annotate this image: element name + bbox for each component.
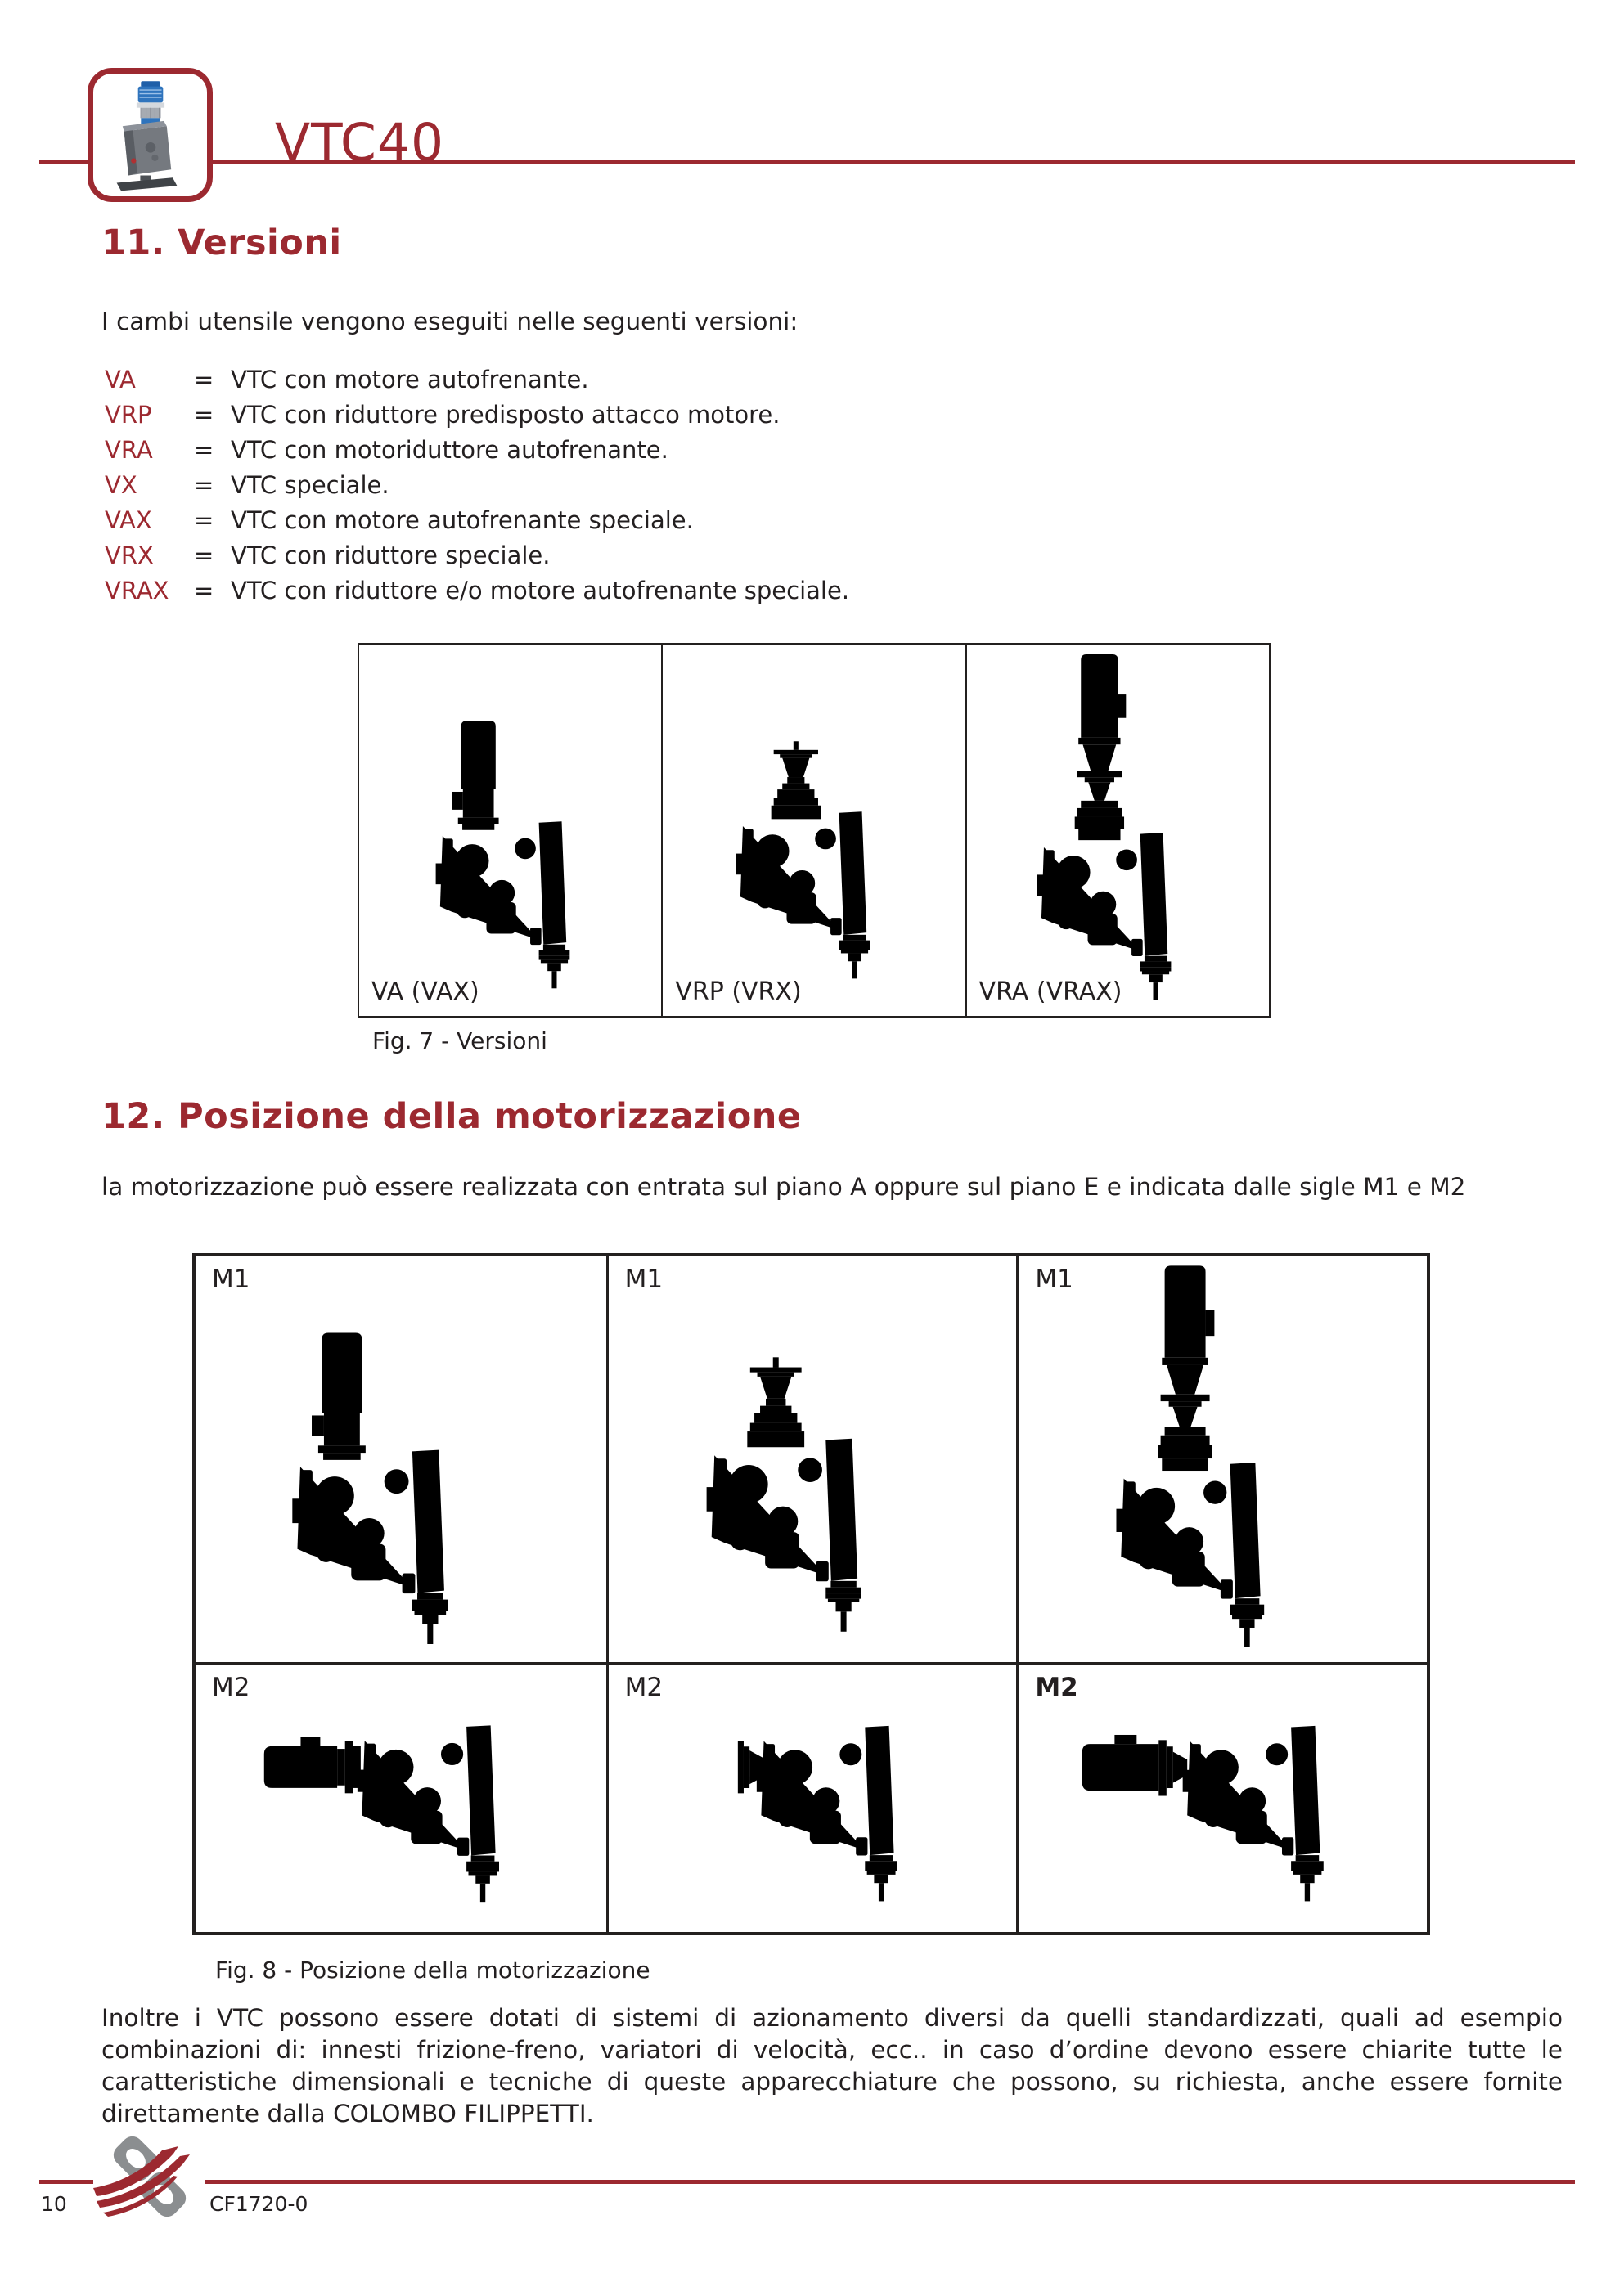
figure-7-versions <box>358 643 1271 1018</box>
version-desc: VTC con riduttore speciale. <box>231 541 551 569</box>
gearbox-drawing-va <box>359 645 661 1016</box>
colombo-filippetti-logo <box>92 2133 206 2223</box>
fig8-cell-m2-motor <box>196 1662 606 1932</box>
version-desc: VTC con motore autofrenante. <box>231 366 589 393</box>
fig8-cell-label: M2 <box>1035 1673 1078 1702</box>
fig8-cell-label: M2 <box>624 1673 664 1702</box>
version-desc: VTC con riduttore e/o motore autofrenante speciale. <box>231 577 850 604</box>
version-row <box>101 506 1247 541</box>
fig8-cell-label: M1 <box>212 1265 250 1294</box>
version-row <box>101 577 1247 612</box>
version-desc: VTC con motoriduttore autofrenante. <box>231 436 668 464</box>
versions-list <box>101 366 1247 612</box>
fig8-cell-m1-gearmotor <box>1016 1256 1427 1662</box>
version-desc: VTC con motore autofrenante speciale. <box>231 506 694 534</box>
equals-sign: = <box>194 401 214 429</box>
section-12-heading: 12. Posizione della motorizzazione <box>101 1096 802 1137</box>
version-row <box>101 436 1247 471</box>
fig8-cell-label: M2 <box>212 1673 250 1702</box>
gearbox-drawing-vra <box>967 645 1269 1016</box>
gearbox-drawing-m1-motor <box>196 1256 606 1662</box>
version-row <box>101 471 1247 506</box>
fig7-panel-vra <box>965 645 1269 1016</box>
version-row <box>101 401 1247 436</box>
gearbox-drawing-m2-flange <box>609 1665 1017 1932</box>
equals-sign: = <box>194 471 214 499</box>
gearbox-drawing-vrp <box>663 645 965 1016</box>
equals-sign: = <box>194 506 214 534</box>
version-code: VA <box>105 366 136 393</box>
figure-7-caption: Fig. 7 - Versioni <box>372 1027 547 1054</box>
doc-code: CF1720-0 <box>209 2192 308 2216</box>
fig7-panel-label: VA (VAX) <box>371 977 479 1006</box>
figure-8-caption: Fig. 8 - Posizione della motorizzazione <box>215 1957 650 1984</box>
version-code: VRAX <box>105 577 169 604</box>
fig8-cell-m2-flange <box>606 1662 1017 1932</box>
fig8-cell-m1-flange <box>606 1256 1017 1662</box>
version-desc: VTC con riduttore predisposto attacco motore. <box>231 401 781 429</box>
gearbox-drawing-m1-flange <box>609 1256 1017 1662</box>
closing-paragraph: Inoltre i VTC possono essere dotati di sistemi di azionamento diversi da quelli standardizzati, quali ad esempio combinazioni di: innesti frizione-freno, variatori di velocità, ecc.. in caso d’ordine devono essere chiarite tutte le caratteristiche dimensionali e tecniche di queste apparecchiature che possono, su richiesta, anche essere fornite direttamente dalla COLOMBO FILIPPETTI. <box>101 2004 1563 2128</box>
fig7-panel-va <box>359 645 661 1016</box>
footer-rule-left <box>39 2180 93 2184</box>
version-desc: VTC speciale. <box>231 471 389 499</box>
footer-rule-right <box>205 2180 1575 2184</box>
version-row <box>101 541 1247 577</box>
section-12-intro: la motorizzazione può essere realizzata con entrata sul piano A oppure sul piano E e indicata dalle sigle M1 e M2 <box>101 1173 1466 1201</box>
page-number: 10 <box>41 2192 67 2216</box>
fig7-panel-label: VRA (VRAX) <box>978 977 1122 1006</box>
fig7-panel-vrp <box>661 645 965 1016</box>
fig8-cell-label: M1 <box>624 1265 664 1294</box>
version-code: VAX <box>105 506 152 534</box>
page-title: VTC40 <box>275 113 445 173</box>
vtc-unit-photo-icon <box>99 78 202 192</box>
section-11-heading: 11. Versioni <box>101 222 342 263</box>
version-row <box>101 366 1247 401</box>
gearbox-drawing-m2-motor <box>196 1665 606 1932</box>
version-code: VRA <box>105 436 153 464</box>
vtc-product-logo <box>88 68 213 202</box>
fig8-cell-label: M1 <box>1035 1265 1073 1294</box>
version-code: VRP <box>105 401 152 429</box>
gearbox-drawing-m2-gearmotor <box>1019 1665 1427 1932</box>
fig7-panel-label: VRP (VRX) <box>675 977 802 1006</box>
fig8-cell-m1-va <box>196 1256 606 1662</box>
fig8-cell-m2-gearmotor <box>1016 1662 1427 1932</box>
figure-8-motor-positions <box>192 1253 1430 1935</box>
version-code: VX <box>105 471 137 499</box>
section-11-intro: I cambi utensile vengono eseguiti nelle seguenti versioni: <box>101 308 799 335</box>
equals-sign: = <box>194 541 214 569</box>
equals-sign: = <box>194 577 214 604</box>
version-code: VRX <box>105 541 154 569</box>
header-rule <box>39 160 1575 164</box>
gearbox-drawing-m1-gearmotor <box>1019 1256 1427 1662</box>
equals-sign: = <box>194 366 214 393</box>
equals-sign: = <box>194 436 214 464</box>
